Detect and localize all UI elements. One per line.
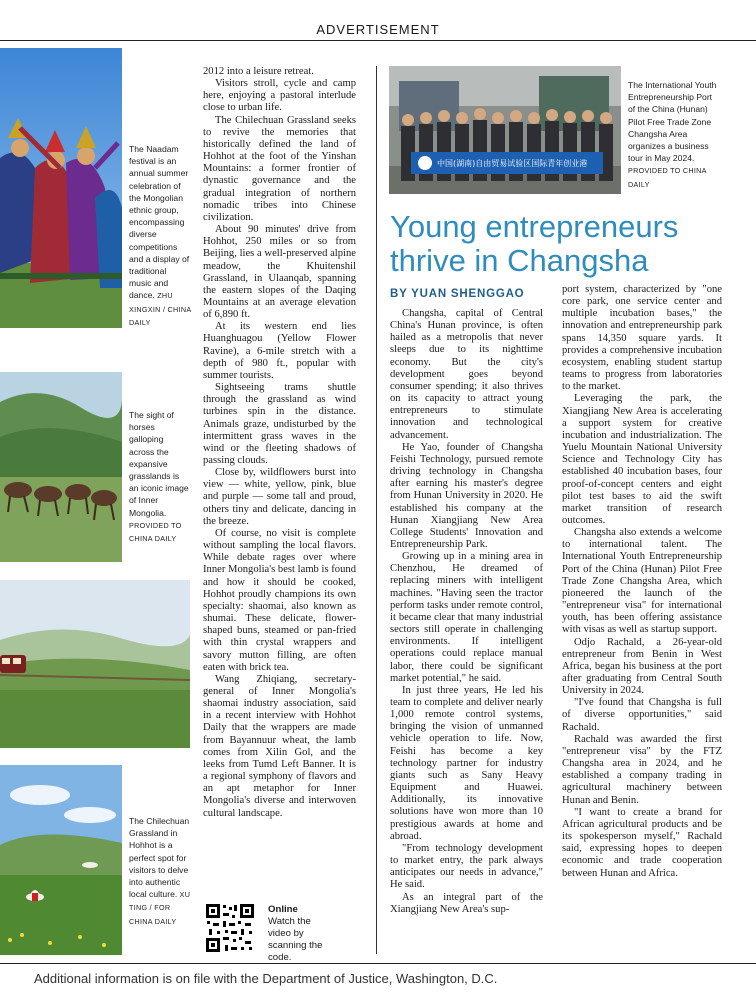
- page-header: [0, 0, 756, 40]
- column-divider: [376, 66, 377, 954]
- horses-photo: [0, 372, 122, 562]
- article-paragraph: Visitors stroll, cycle and camp here, enjoying a pastoral interlude close to urban life.: [203, 78, 356, 114]
- article-paragraph: Sightseeing trams shuttle through the grassland as wind turbines spin in the distance. Animals graze, undisturbed by the intermittent grass waves in the wind or the fleeting shadows of passing clouds.: [203, 382, 356, 466]
- article-paragraph: About 90 minutes' drive from Hohhot, 250 miles or so from Beijing, lies a well-preserved alpine meadow, the Khuitenshil Grassland, in Ulaanqab, spanning the eastern slopes of the Daqing Mountains at an average elevation of 6,890 ft.: [203, 224, 356, 321]
- horses-caption: [129, 409, 191, 545]
- article-paragraph: Changsha also extends a welcome to international talent. The International Youth Entrepreneurship Port of the China (Hunan) Pilot Free Trade Zone Changsha Area, which pioneered the launch of the "entrepreneur visa" for international youth, has been offering assistance with visas as well as startup support.: [562, 527, 722, 636]
- byline: BY YUAN SHENGGAO: [390, 288, 525, 300]
- caption-text: The Chilechuan Grassland in Hohhot is a perfect spot for visitors to delve into authentic local culture.: [129, 816, 190, 900]
- article-paragraph: Changsha, capital of Central China's Hunan province, is often hailed as a metropolis that never sleeps due to its nighttime economy. But the city's development goes beyond consumer spending; it also thrives on its capacity to attract young entrepreneurs to stimulate innovation and technological advancement.: [390, 308, 543, 441]
- online-text: Watch the video by scanning the code.: [268, 916, 323, 963]
- changsha-caption: [628, 79, 720, 191]
- changsha-business-tour-photo: [389, 66, 621, 194]
- banner-text: 中国(湖南)自由贸易试验区国际青年创业港: [437, 159, 588, 168]
- footer-disclaimer: Additional information is on file with the Department of Justice, Washington, D.C.: [34, 971, 498, 986]
- caption-text: The sight of horses galloping across the expansive grasslands is an iconic image of Inner Mongolia.: [129, 410, 189, 518]
- changsha-article-column-2: [562, 284, 722, 880]
- changsha-article-column-1: [390, 308, 543, 916]
- article-paragraph: "I want to create a brand for African agricultural products and be its spokesperson myself," Rachald said, expressing hopes to deepen economic and trade cooperation between Hunan and Africa.: [562, 806, 722, 879]
- article-paragraph: In just three years, He led his team to complete and deliver nearly 1,000 remote control systems, bringing the vision of unmanned vehicle operation to life. Now, Feishi has become a key technology partner for industry giants such as Sany Heavy Equipment and Huawei. Additionally, its innovative solutions have won more than 10 prestigious awards at home and abroad.: [390, 684, 543, 842]
- caption-text: The Naadam festival is an annual summer celebration of the Mongolian ethnic group, encompassing diverse competitions and a display of traditional music and dance.: [129, 144, 190, 301]
- article-paragraph: Wang Zhiqiang, secretary-general of Inner Mongolia's shaomai industry association, said in a recent interview with Hohhot Daily that the wrappers are made from Bayannuur wheat, the lamb comes from Xilin Gol, and the leeks from Tumd Left Banner. It is a regional symphony of flavors and an apt metaphor for Inner Mongolia's diverse and interwoven cultural landscape.: [203, 673, 356, 819]
- caption-credit: PROVIDED TO CHINA DAILY: [129, 520, 182, 544]
- chilechuan-photo: [0, 765, 122, 955]
- article-paragraph: The Chilechuan Grassland seeks to revive the memories that historically defined the land of Hohhot at the foot of the Yinshan Mountains: a former frontier of dynastic governance and the gradual integration of northern nomadic tribes into Chinese civilization.: [203, 114, 356, 223]
- caption-text: The International Youth Entrepreneurship Port of the China (Hunan) Pilot Free Trade Zone Changsha Area organizes a business tour in May 2024.: [628, 80, 717, 164]
- caption-credit: PROVIDED TO CHINA DAILY: [628, 166, 707, 189]
- advertisement-label: ADVERTISEMENT: [316, 22, 440, 37]
- grassland-train-photo: [0, 580, 190, 748]
- article-paragraph: "I've found that Changsha is full of diverse opportunities," said Rachald.: [562, 697, 722, 733]
- caption-credit: ZHU XINGXIN / CHINA DAILY: [129, 291, 192, 327]
- article-paragraph: Growing up in a mining area in Chenzhou, He dreamed of replacing miners with intelligent machines. "Having seen the tractor perform tasks under remote control, it became clear that many industrial sectors still operate in challenging environments. If intelligent operations could replace manual labor, there could be significant market potential," he said.: [390, 551, 543, 684]
- naadam-photo: [0, 48, 122, 328]
- article-paragraph: Rachald was awarded the first "entrepreneur visa" by the FTZ Changsha area in 2024, and he established a company trading in agricultural machinery between Hunan and Benin.: [562, 733, 722, 806]
- naadam-caption: [129, 143, 191, 329]
- footer-rule: [0, 963, 756, 964]
- online-video-note: [268, 904, 330, 964]
- article-paragraph: Of course, no visit is complete without sampling the local flavors. While debate rages over where Inner Mongolia's best lamb is found and how it should be cooked, Hohhot proudly champions its own specialty: shaomai, also known as shumai. These delicate, flower-shaped buns, steamed or pan-fried with thin crystal wrappers and savory mutton filling, are often eaten with brick tea.: [203, 527, 356, 673]
- article-paragraph: Close by, wildflowers burst into view — white, yellow, pink, blue and purple — some tall and proud, others tiny and delicate, dancing in the breeze.: [203, 467, 356, 527]
- article-paragraph: 2012 into a leisure retreat.: [203, 66, 314, 77]
- article-paragraph: As an integral part of the Xiangjiang New Area's sup-: [390, 891, 543, 915]
- grassland-article-column: [203, 66, 356, 820]
- qr-code[interactable]: [205, 903, 255, 953]
- article-headline: Young entrepreneurs thrive in Changsha: [390, 209, 679, 278]
- article-paragraph: Leveraging the park, the Xiangjiang New Area is accelerating a support system for creative incubation and industrialization. The Yuelu Mountain National University Science and Technology City has established 40 incubation bases, four proof-of-concept centers and eight pilot test bases to aid the swift market transition of research outcomes.: [562, 393, 722, 526]
- header-rule: [0, 40, 756, 41]
- article-paragraph: At its western end lies Huanghuagou (Yellow Flower Ravine), a 6-mile stretch with a depth of 980 ft., popular with summer tourists.: [203, 321, 356, 381]
- article-paragraph: "From technology development to market entry, the park always anticipates our needs in advance," He said.: [390, 842, 543, 891]
- article-paragraph: He Yao, founder of Changsha Feishi Technology, pursued remote driving technology in Changsha after earning his master's degree from Hunan University in 2020. He established his company at the Hunan Xiangjiang New Area College Students' Innovation and Entrepreneurship Park.: [390, 441, 543, 550]
- article-paragraph: port system, characterized by "one core park, one service center and multiple incubation bases," the innovation and entrepreneurship park spans 14,350 square yards. It provides a comprehensive incubation ecosystem, enabling student startup teams to progress from laboratories to the market.: [562, 284, 722, 393]
- chilechuan-caption: [129, 815, 191, 928]
- caption-credit: XU TING / FOR CHINA DAILY: [129, 890, 191, 926]
- article-paragraph: Odjo Rachald, a 26-year-old entrepreneur from Benin in West Africa, began his business at the port after graduating from Central South University in 2024.: [562, 636, 722, 697]
- online-label: Online: [268, 904, 298, 915]
